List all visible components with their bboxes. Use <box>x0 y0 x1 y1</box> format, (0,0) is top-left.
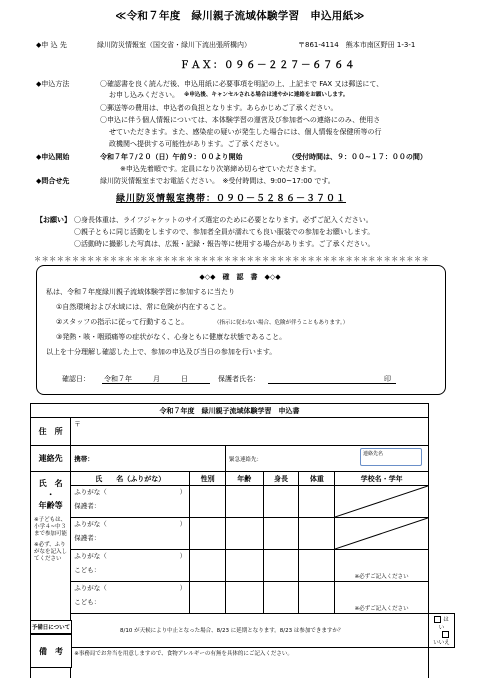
guardian-1-school-na <box>335 486 429 518</box>
divider-stars: ＊＊＊＊＊＊＊＊＊＊＊＊＊＊＊＊＊＊＊＊＊＊＊＊＊＊＊＊＊＊＊＊＊＊＊＊＊＊＊＊＊＊＊＊＊＊＊＊＊＊＊＊ <box>34 255 430 263</box>
method-line-6: 政機関へ提供する可能性があります。ご了承ください。 <box>109 140 284 148</box>
must-fill-note: ※必ずご記入ください <box>354 574 409 580</box>
date-underline <box>102 383 210 384</box>
confirm-item-2-note: （指示に従わない場合、危険が伴うこともあります。） <box>214 320 349 326</box>
child-1-height[interactable] <box>263 550 299 582</box>
table-row <box>31 550 455 582</box>
guardian-2-school-na <box>335 518 429 550</box>
reserve-row <box>71 614 429 648</box>
confirm-item-3: ③発熱・咳・咽頭痛等の症状がなく、心身ともに健康な状態であること。 <box>56 333 287 341</box>
start-note: ※申込先着順です。定員になり次第締め切らせていただきます。 <box>120 165 321 173</box>
method-label: ◆申込方法 <box>36 80 70 88</box>
guardian-2-age[interactable] <box>225 518 263 550</box>
age-label: 年齢等 <box>38 501 63 510</box>
paren-close: ） <box>179 552 187 560</box>
confirm-closing: 以上を十分理解し確認した上で、参加の申込及び当日の参加を行います。 <box>46 348 277 356</box>
apply-to-value: 緑川防災情報室（国交省・緑川下流出張所構内） <box>97 41 251 49</box>
guardian-1-weight[interactable] <box>299 486 335 518</box>
address-field[interactable] <box>71 418 429 446</box>
guardian-2-weight[interactable] <box>299 518 335 550</box>
inquiry-value: 緑川防災情報室までお電話ください。 ※受付時間は、9:00~17:00 です。 <box>100 177 335 185</box>
table-row <box>31 518 455 550</box>
col-height: 身長 <box>263 472 299 486</box>
remarks-label: 備 考 <box>30 634 72 668</box>
col-weight: 体重 <box>299 472 335 486</box>
col-age: 年齢 <box>225 472 263 486</box>
emergency-label: 緊急連絡先： <box>228 456 262 463</box>
method-line-3: 〇郵送等の費用は、申込者の負担となります。あらかじめご了承ください。 <box>100 104 338 112</box>
contact-person-label: 連絡先名 <box>363 451 384 457</box>
child-2-weight[interactable] <box>299 582 335 614</box>
no-label: いいえ <box>433 640 450 646</box>
guardian-1-height[interactable] <box>263 486 299 518</box>
confirm-item-2: ②スタッフの指示に従って行動すること。 <box>56 318 189 326</box>
method-line-1: 〇確認書を良く読んだ後、申込用紙に必要事項を明記の上、上記まで FAX 又は郵送にて、 <box>100 80 384 88</box>
phone-number: 緑川防災情報室携帯：０９０－５２８６－３７０１ <box>116 194 347 204</box>
method-line-2: お申し込みください。 <box>109 91 179 99</box>
paren-close: ） <box>179 584 187 592</box>
confirm-item-1: ①自然環境および水域には、常に危険が内在すること。 <box>56 303 231 311</box>
application-table <box>30 403 455 678</box>
start-label: ◆申込開始 <box>36 153 70 161</box>
reserve-text: 8/10 が天候により中止となった場合、8/23 に延期となります。8/23 は参加できますか？ <box>120 628 344 635</box>
guardian-label: 保護者： <box>74 534 101 542</box>
contact-label: 連絡先 <box>31 446 71 472</box>
inquiry-label: ◆問合せ先 <box>36 177 70 185</box>
child-2-height[interactable] <box>263 582 299 614</box>
method-line-4: 〇申込に伴う個人情報については、本体験学習の運営及び参加者への連絡にのみ、使用さ <box>100 116 381 124</box>
cancel-note: ※申込後、キャンセルされる場合は速やかに連絡をお願いします。 <box>184 92 349 98</box>
remarks-field[interactable] <box>71 648 429 678</box>
age-note: ※子どもは、小学４~中３まで参加可能 <box>34 517 68 537</box>
reserve-options <box>429 614 455 648</box>
request-3: 〇活動時に撮影した写真は、広報・記録・報告等に使用する場合があります。ご了承ください。 <box>74 240 375 248</box>
confirm-intro: 私は、令和７年度緑川親子流域体験学習に参加するに当たり <box>46 288 235 296</box>
furigana-label: ふりがな（ <box>74 488 107 496</box>
child-2-age[interactable] <box>225 582 263 614</box>
paren-close: ） <box>179 488 187 496</box>
furigana-note: ※必ず、ふりがなを記入してください <box>34 542 68 562</box>
emergency-field[interactable] <box>225 446 428 472</box>
guardian-1-sex[interactable] <box>190 486 226 518</box>
child-2-sex[interactable] <box>190 582 226 614</box>
yes-label: はい <box>438 617 449 631</box>
col-sex: 性別 <box>190 472 226 486</box>
guardian-1-age[interactable] <box>225 486 263 518</box>
child-1-name[interactable] <box>71 550 190 582</box>
child-2-school[interactable] <box>335 582 429 614</box>
start-value: 令和７年７/２０（日）午前９：００より開始 <box>100 153 243 161</box>
remarks-text: ※事務局でお弁当を用意しますので、食物アレルギーの有無を具体的にご記入ください。 <box>74 651 293 657</box>
col-school: 学校名・学年 <box>335 472 429 486</box>
requests-label: 【お願い】 <box>36 216 71 224</box>
paren-close: ） <box>179 520 187 528</box>
contact-person-box[interactable] <box>360 448 422 466</box>
guardian-2-name[interactable] <box>71 518 190 550</box>
col-name: 氏 名（ふりがな） <box>71 472 190 486</box>
table-title: 令和７年度 緑川親子流域体験学習 申込書 <box>31 404 429 418</box>
guardian-2-sex[interactable] <box>190 518 226 550</box>
form-title: ≪令和７年度 緑川親子流域体験学習 申込用紙≫ <box>115 10 365 22</box>
guardian-1-name[interactable] <box>71 486 190 518</box>
child-1-sex[interactable] <box>190 550 226 582</box>
apply-to-postal: 〒861-4114 熊本市南区野田 1-3-1 <box>298 41 416 49</box>
name-label: 氏 名 <box>38 479 63 488</box>
child-1-age[interactable] <box>225 550 263 582</box>
yes-checkbox[interactable] <box>434 616 441 623</box>
request-1: 〇身長体重は、ライフジャケットのサイズ選定のために必要となります。必ずご記入ください。 <box>74 216 373 224</box>
furigana-label: ふりがな（ <box>74 552 107 560</box>
method-line-5: せていただきます。また、感染症の疑いが発生した場合には、個人情報を保健所等の行 <box>109 128 382 136</box>
fax-number: ＦＡＸ：０９６－２２７－６７６４ <box>180 60 357 71</box>
table-row <box>31 486 455 518</box>
must-fill-note: ※必ずご記入ください <box>354 606 409 612</box>
confirm-date-label: 確認日： <box>62 375 90 383</box>
table-row <box>31 582 455 614</box>
child-1-school[interactable] <box>335 550 429 582</box>
child-2-name[interactable] <box>71 582 190 614</box>
guardian-label: 保護者氏名： <box>218 375 260 383</box>
guardian-2-height[interactable] <box>263 518 299 550</box>
seal-mark: 印 <box>384 375 391 383</box>
no-checkbox[interactable] <box>442 631 449 638</box>
child-label: こども： <box>74 598 101 606</box>
mobile-label: 携帯： <box>74 455 94 463</box>
guardian-label: 保護者： <box>74 502 101 510</box>
postal-mark: 〒 <box>74 420 81 428</box>
start-hours: （受付時間は、９：００~１７：００の間） <box>288 153 427 161</box>
child-1-weight[interactable] <box>299 550 335 582</box>
mobile-field[interactable] <box>71 446 226 472</box>
reserve-label-cell: 予備日について <box>30 620 72 634</box>
guardian-underline[interactable] <box>268 383 396 384</box>
confirm-date-value: 令和７年 月 日 <box>104 375 188 383</box>
address-label: 住 所 <box>31 418 71 446</box>
child-label: こども： <box>74 566 101 574</box>
confirm-heading: ◆◇◆ 確 認 書 ◆◇◆ <box>199 273 281 281</box>
dot-separator: ・ <box>46 490 55 499</box>
furigana-label: ふりがな（ <box>74 584 107 592</box>
request-2: 〇親子ともに同じ活動をしますので、参加者全員が濡れても良い服装での参加をお願いします。 <box>74 228 375 236</box>
apply-to-label: ◆申 込 先 <box>36 41 67 49</box>
furigana-label: ふりがな（ <box>74 520 107 528</box>
